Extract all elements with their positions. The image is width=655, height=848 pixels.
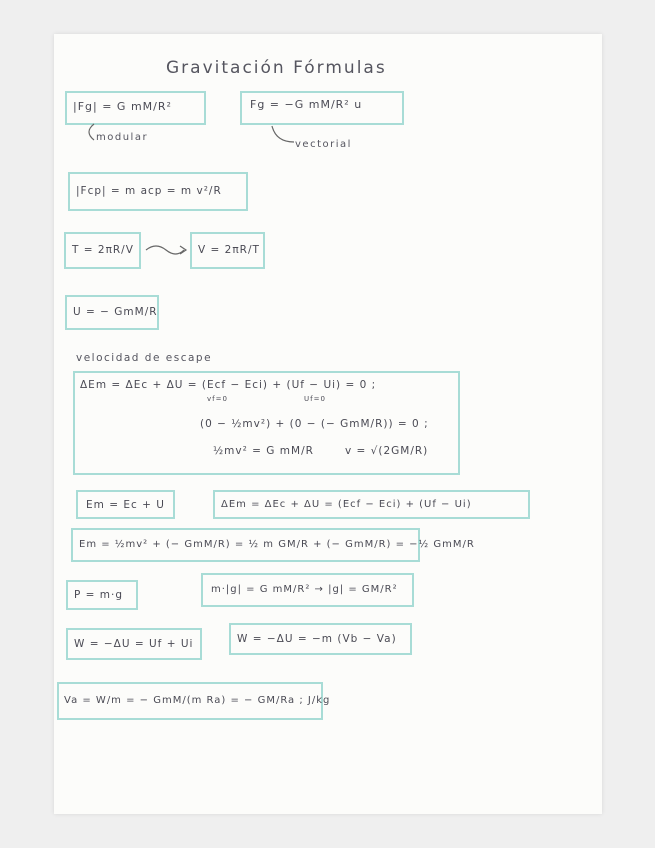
notebook-page: [54, 34, 602, 814]
formula-box-work: [66, 628, 202, 660]
formula-box-period: [64, 232, 141, 269]
formula-text: |Fg| = G mM/R²: [73, 100, 172, 113]
arrow-icon: [80, 122, 110, 144]
formula-box-gravitational-force-vector: [240, 91, 404, 125]
formula-text: Em = Ec + U: [86, 499, 165, 511]
formula-box-gravitational-potential: [57, 682, 331, 720]
formula-box-centripetal-force: [68, 172, 248, 211]
derivation-line: (0 − ½mv²) + (0 − (− GmM/R)) = 0 ;: [200, 418, 429, 430]
derivation-line: ΔEm = ΔEc + ΔU = (Ecf − Eci) + (Uf − Ui) = 0 ;: [80, 379, 377, 391]
derivation-note: vf=0: [207, 395, 228, 403]
formula-text: T = 2πR/V: [72, 244, 134, 256]
annotation-modular: modular: [96, 132, 149, 143]
formula-box-orbital-energy: [71, 528, 475, 562]
formula-box-mechanical-energy-change: [213, 490, 530, 519]
derivation-note: Uf=0: [304, 395, 326, 403]
formula-box-gravitational-force-modulus: [65, 91, 206, 125]
annotation-vectorial: vectorial: [295, 139, 352, 150]
formula-text: Em = ½mv² + (− GmM/R) = ½ m GM/R + (− GmM/R) = −½ GmM/R: [79, 539, 475, 550]
section-heading-escape-velocity: velocidad de escape: [76, 352, 213, 364]
formula-box-escape-velocity: [73, 371, 460, 475]
formula-box-work-potential: [229, 623, 412, 655]
formula-text: W = −ΔU = Uf + Ui: [74, 638, 194, 650]
formula-text: ΔEm = ΔEc + ΔU = (Ecf − Eci) + (Uf − Ui): [221, 499, 472, 510]
formula-box-speed: [190, 232, 265, 269]
page-title: Gravitación Fórmulas: [166, 58, 387, 78]
formula-box-potential-energy: [65, 295, 159, 330]
formula-text: U = − GmM/R: [73, 306, 158, 318]
arrow-icon: [144, 242, 189, 258]
formula-text: V = 2πR/T: [198, 244, 260, 256]
formula-text: W = −ΔU = −m (Vb − Va): [237, 633, 397, 645]
formula-text: Fg = −G mM/R² u: [250, 98, 363, 111]
formula-box-weight: [66, 580, 138, 610]
formula-box-mechanical-energy: [76, 490, 175, 519]
derivation-result: v = √(2GM/R): [345, 445, 429, 457]
formula-text: m·|g| = G mM/R² → |g| = GM/R²: [211, 584, 398, 595]
derivation-line: ½mv² = G mM/R: [213, 445, 314, 457]
formula-text: |Fcp| = m acp = m v²/R: [76, 185, 222, 197]
arrow-icon: [268, 124, 298, 148]
formula-text: P = m·g: [74, 589, 124, 601]
formula-text: Va = W/m = − GmM/(m Ra) = − GM/Ra ; J/kg: [64, 695, 331, 706]
formula-box-gravity-field: [201, 573, 414, 607]
